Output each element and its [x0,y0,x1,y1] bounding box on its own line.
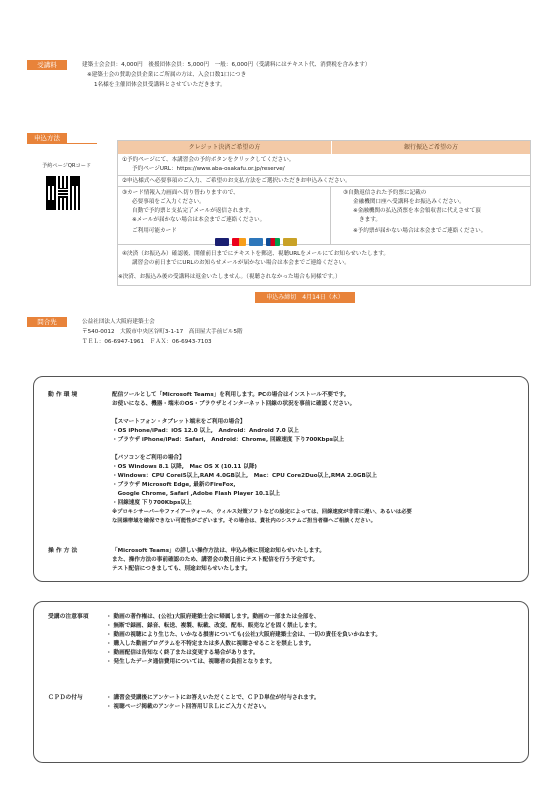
step3-bank-2: 金融機関口座へ受講料をお振込みください。 [353,199,465,205]
fee-line-3: 1名様を主催団体会員受講料とさせていただきます。 [94,82,226,88]
step3-credit-4: ※メールが届かない場合は本会までご連絡ください。 [132,217,266,223]
refund-note: ※決済、お振込み後の受講料は返金いたしません。（視聴されなかった場合も同様です。） [118,274,341,280]
cpd-line-1: ・ 講習会受講後にアンケートにお答えいただくことで、ＣＰＤ単位が付与されます。 [106,695,320,701]
jcb-icon [266,238,280,246]
card-logos [215,231,300,250]
pc-line-4: Google Chrome, Safari ,Adobe Flash Player 10.1以上 [112,491,281,497]
pc-line-3: ・ブラウザ Microsoft Edge, 最新のFireFox, [112,482,236,488]
deadline-badge: 申込み締切 4月14日（木） [255,292,355,303]
step3-credit-3: 自動で予約票と支払完了メールが返信されます。 [132,208,255,214]
step3-bank-4: きます。 [359,217,381,223]
step4-text-2: 講習会の前日までにURLのお知らせメールが届かない場合は本会までご連絡ください。 [132,260,350,266]
step3-credit-cell [118,187,331,245]
cpd-heading: ＣＰＤの付与 [48,695,83,701]
step4-cell [118,249,530,269]
op-line-2: また、操作方法の事前確認のため、講習会の数日前にテスト配信を行う予定です。 [112,557,319,563]
fee-label: 受講料 [27,60,67,70]
op-line-1: 「Microsoft Teams」の詳しい操作方法は、申込み後に別途お知らせいたします。 [112,548,326,554]
diners-icon [283,238,297,246]
fee-line-2: ※建築士会の賛助会員企業にご所属の方は、入会口数1口につき [87,72,247,78]
fee-line-1: 建築士会会員：4,000円 後援団体会員：5,000円 一般：6,000円（受講料にはテキスト代、消費税を含みます） [82,62,371,68]
contact-tel: ＴＥＬ：06-6947-1961 ＦＡＸ：06-6943-7103 [82,339,212,345]
step4-text-1: ④決済（お振込み）確認後、開催前日までにテキストを郵送、視聴URLをメールにてお知らせいたします。 [122,251,389,257]
step3-bank-cell [331,187,530,245]
apply-label: 申込方法 [27,133,67,143]
step2-cell [118,176,530,187]
cpd-line-2: ・ 視聴ページ掲載のアンケート回答用ＵＲＬにご入力ください。 [106,704,270,710]
header-bank: 銀行振込ご希望の方 [332,141,530,154]
environment-box [33,376,529,582]
pc-line-1: ・OS Windows 8.1 以降, Mac OS X (10.11 以降) [112,464,257,470]
step3-credit-1: ③カード情報入力画面へ切り替わりますので、 [122,190,239,196]
notes-line-5: ・ 動画配信は告知なく終了または変更する場合があります。 [106,650,259,656]
smart-title: 【スマートフォン・タブレット端末をご利用の場合】 [112,419,246,425]
pc-line-2: ・Windows：CPU Corei5以上,RAM 4.0GB以上, Mac：CPU Core2Duo以上,RMA 2.0GB以上 [112,473,377,479]
pc-title: 【パソコンをご利用の場合】 [112,455,185,461]
contact-org: 公益社団法人大阪府建築士会 [82,319,155,325]
env-line-2: お使いになる、機器・端末のOS・ブラウザとインターネット回線の状況を事前に確認ください。 [112,401,356,407]
pc-line-7: な回線帯域を確保できない可能性がございます。その場合は、貴社内のシステムご担当者様へご相談ください。 [112,518,376,524]
step1-cell [118,154,530,176]
pc-line-6: ※プロキシサーバーやファイアーウォール、ウィルス対策ソフトなどの設定によっては、回線速度が非常に遅い、あるいは必要 [112,509,412,515]
op-line-3: テスト配信につきましても、別途お知らせいたします。 [112,566,251,572]
visa-icon [215,238,229,246]
step3-credit-2: 必要事項をご入力ください。 [132,199,205,205]
op-heading: 操 作 方 法 [48,548,78,554]
reserve-url[interactable]: 予約ページURL：https://www.aba-osakafu.or.jp/reserve/ [132,166,285,172]
qr-code[interactable] [46,176,80,210]
step3-bank-3: ※金融機関の払込済票を本会領収書に代えさせて頂 [353,208,481,214]
step1-text: ①予約ページにて、本講習会の予約ボタンをクリックしてください。 [122,157,295,163]
smart-line-2: ・ブラウザ iPhone/iPad：Safari, Android：Chrome, 回線速度 下り700Kbps以上 [112,437,345,443]
env-heading: 動 作 環 境 [48,392,78,398]
notes-line-6: ・ 発生したデータ通信費用については、視聴者の負担となります。 [106,659,276,665]
notes-box [33,601,529,763]
notes-line-4: ・ 購入した動画プログラムを不特定または多人数に視聴させることを禁止します。 [106,641,315,647]
qr-label: 予約ページQRコード [42,163,92,169]
apply-divider [27,143,97,144]
application-table [117,140,531,286]
smart-line-1: ・OS iPhone/iPad：iOS 12.0 以上, Android：Android 7.0 以上 [112,428,299,434]
header-credit: クレジット決済ご希望の方 [118,141,331,154]
step3-bank-5: ※予約票が届かない場合は本会までご連絡ください。 [353,228,487,234]
notes-line-2: ・ 無断で録画、録音、転送、複製、転載、改変、配布、販売などを固く禁止します。 [106,623,321,629]
contact-address: 〒540-0012 大阪市中央区谷町3-1-17 高田屋大手前ビル5階 [82,329,243,335]
step3-credit-5: ご利用可能カード [132,228,177,234]
contact-label: 問合先 [27,317,67,327]
notes-line-3: ・ 動画の視聴により生じた、いかなる損害についても(公社)大阪府建築士会は、一切の責任を負いかねます。 [106,632,382,638]
pc-line-5: ・回線速度 下り700Kbps以上 [112,500,192,506]
amex-icon [249,238,263,246]
mastercard-icon [232,238,246,246]
notes-heading: 受講の注意事項 [48,614,89,620]
step2-text: ②申込様式へ必要事項のご入力、ご希望のお支払方法をご選択いただきお申込みください。 [122,178,351,184]
notes-line-1: ・ 動画の著作権は、(公社)大阪府建築士会に帰属します。動画の一部または全部を、 [106,614,320,620]
step3-bank-1: ③自動返信された予約票に記載の [343,190,427,196]
env-line-1: 配信ツールとして「Microsoft Teams」を利用します。PCの場合はインストール不要です。 [112,392,350,398]
